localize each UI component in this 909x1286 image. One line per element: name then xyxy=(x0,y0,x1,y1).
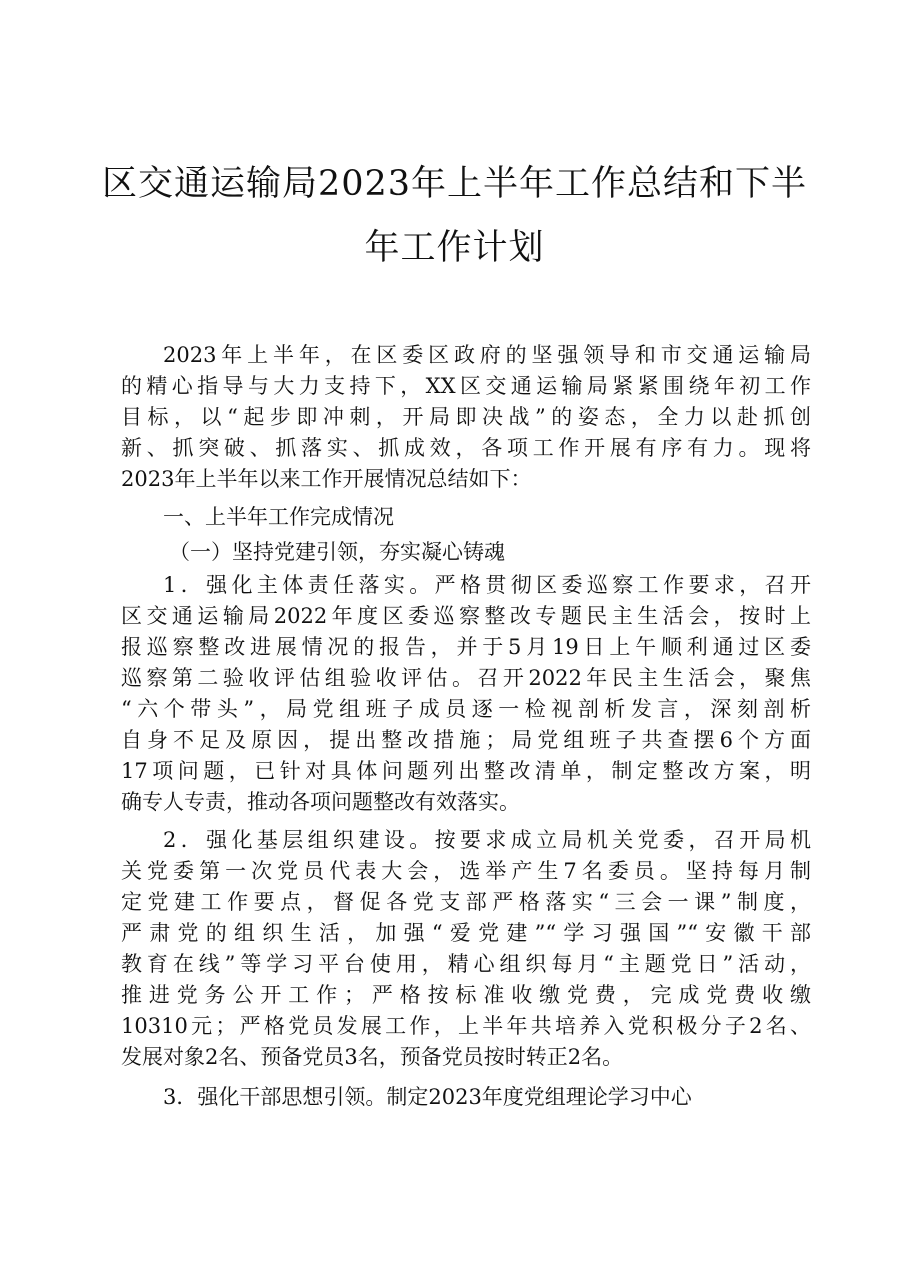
document-title-line-2: 年工作计划 xyxy=(364,228,545,268)
document-title-line-1: 区交通运输局2023年上半年工作总结和下半 xyxy=(101,164,808,204)
intro-line-4: 新、抓突破、抓落实、抓成效，各项工作开展有序有力。现将 xyxy=(121,436,811,460)
subsection-heading: （一）坚持党建引领，夯实凝心铸魂 xyxy=(169,540,505,564)
item1-line-5: “六个带头”，局党组班子成员逐一检视剖析发言，深刻剖析 xyxy=(121,697,811,721)
item2-line-6: 推进党务公开工作；严格按标准收缴党费，完成党费收缴 xyxy=(121,983,811,1007)
item2-line-1: 2．强化基层组织建设。按要求成立局机关党委，召开局机 xyxy=(163,828,811,852)
item2-line-7: 10310元；严格党员发展工作，上半年共培养入党积极分子2名、 xyxy=(121,1014,811,1038)
intro-line-3: 目标，以“起步即冲刺，开局即决战”的姿态，全力以赴抓创 xyxy=(121,405,811,429)
intro-line-2: 的精心指导与大力支持下，XX区交通运输局紧紧围绕年初工作 xyxy=(121,374,811,398)
intro-line-5: 2023年上半年以来工作开展情况总结如下： xyxy=(121,467,532,491)
item1-line-8: 确专人专责，推动各项问题整改有效落实。 xyxy=(121,790,520,814)
item2-line-2: 关党委第一次党员代表大会，选举产生7名委员。坚持每月制 xyxy=(121,859,811,883)
item1-line-6: 自身不足及原因，提出整改措施；局党组班子共查摆6个方面 xyxy=(121,728,811,752)
item1-line-4: 巡察第二验收评估组验收评估。召开2022年民主生活会，聚焦 xyxy=(121,666,811,690)
section-heading: 一、上半年工作完成情况 xyxy=(163,505,394,529)
item1-line-3: 报巡察整改进展情况的报告，并于5月19日上午顺利通过区委 xyxy=(121,635,811,659)
item2-line-5: 教育在线”等学习平台使用，精心组织每月“主题党日”活动， xyxy=(121,952,811,976)
item1-line-1: 1．强化主体责任落实。严格贯彻区委巡察工作要求，召开 xyxy=(163,573,811,597)
item3-line-1: 3．强化干部思想引领。制定2023年度党组理论学习中心 xyxy=(163,1085,692,1109)
intro-line-1: 2023年上半年，在区委区政府的坚强领导和市交通运输局 xyxy=(163,343,811,367)
item2-line-4: 严肃党的组织生活，加强“爱党建”“学习强国”“安徽干部 xyxy=(121,921,811,945)
item2-line-3: 定党建工作要点，督促各党支部严格落实“三会一课”制度， xyxy=(121,890,811,914)
item1-line-7: 17项问题，已针对具体问题列出整改清单，制定整改方案，明 xyxy=(121,759,811,783)
item2-line-8: 发展对象2名、预备党员3名，预备党员按时转正2名。 xyxy=(121,1045,624,1069)
item1-line-2: 区交通运输局2022年度区委巡察整改专题民主生活会，按时上 xyxy=(121,604,811,628)
